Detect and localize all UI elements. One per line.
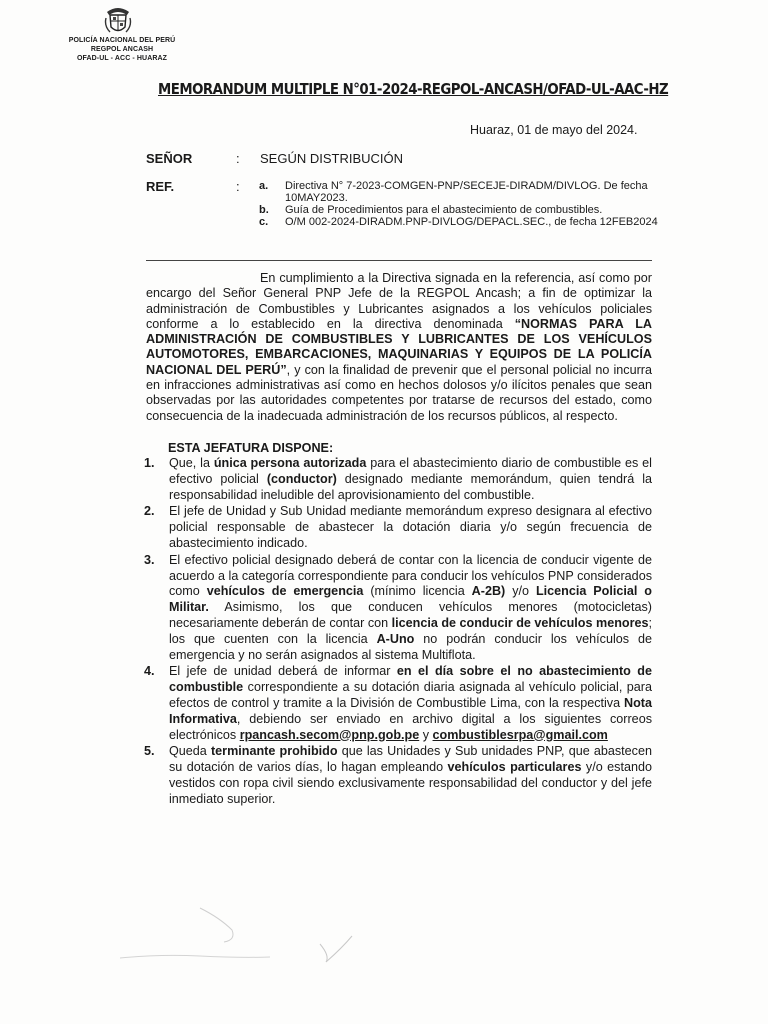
item-text: que las Unidades y Sub unidades PNP, que abastecen su dotación de varios días, lo hagan empleando: [169, 744, 652, 775]
reference-text: O/M 002-2024-DIRADM.PNP-DIVLOG/DEPACL.SEC., de fecha 12FEB2024: [285, 216, 658, 228]
item-bold: Licencia Policial o Militar.: [169, 584, 652, 615]
reference-letter: c.: [259, 216, 269, 228]
reference-text: Guía de Procedimientos para el abastecimiento de combustibles.: [285, 204, 603, 216]
organization-header: [52, 36, 192, 63]
item-bold: vehículos particulares: [447, 760, 582, 775]
item-text: El jefe de Unidad y Sub Unidad mediante memorándum expreso designara al efectivo policial responsable de abastecer la dotación diaria y/o según frecuencia de abastecimiento indicado.: [169, 504, 652, 550]
item-text: Queda: [169, 744, 211, 759]
dispone-heading: ESTA JEFATURA DISPONE:: [168, 441, 334, 455]
national-seal-icon: [104, 6, 132, 36]
org-region: REGPOL ANCASH: [90, 46, 154, 53]
item-bold: vehículos de emergencia: [206, 584, 364, 599]
item-bold: en el día sobre el no abastecimiento de combustible: [169, 664, 652, 695]
reference-text: Directiva N° 7-2023-COMGEN-PNP/SECEJE-DIRADM/DIVLOG. De fecha 10MAY2023.: [285, 180, 648, 204]
reference-label: REF.: [146, 179, 175, 194]
item-text: no podrán conducir los vehículos de emergencia y no serán asignados al sistema Multiflota.: [169, 631, 652, 662]
org-office: OFAD-UL - ACC - HUARAZ: [76, 55, 168, 62]
list-item: [142, 664, 652, 743]
reference-item: [256, 216, 676, 228]
item-number: 4.: [144, 664, 155, 679]
reference-letter: a.: [259, 180, 269, 192]
item-bold: A-Uno: [376, 631, 415, 646]
item-bold: terminante prohibido: [210, 744, 338, 759]
email-link-secom[interactable]: rpancash.secom@pnp.gob.pe: [239, 727, 420, 742]
item-text: Asimismo, los que conducen vehículos menores (motocicletas) necesariamente deberán de contar con: [169, 600, 652, 630]
item-text: para el abastecimiento diario de combustible es el efectivo policial: [169, 456, 652, 486]
item-text: y: [419, 727, 433, 742]
intro-text: En cumplimiento a la Directiva signada en la referencia, así como por encargo del Señor General PNP Jefe de la REGPOL Ancash; a fin de optimizar la administración de Combustibles y Lubricantes asignados a los vehículos policiales conforme a lo establecido en la directiva denominada: [146, 271, 652, 331]
intro-paragraph: [146, 271, 652, 424]
reference-item: [256, 180, 676, 204]
item-number: 5.: [144, 744, 155, 759]
memo-title: MEMORANDUM MULTIPLE N°01-2024-REGPOL-ANCASH/OFAD-UL-AAC-HZ: [158, 80, 669, 98]
item-number: 1.: [144, 456, 155, 470]
item-text: Que, la: [169, 456, 214, 470]
item-bold: licencia de conducir de vehículos menores: [391, 615, 649, 630]
item-number: 2.: [144, 504, 155, 519]
item-bold: Nota Informativa: [169, 695, 652, 726]
intro-text-continued: , y con la finalidad de prevenir que el personal policial no incurra en infracciones administrativas así como en hechos dolosos y/o ilícitos penales que sean observadas por las autoridades competentes por tratarse de recursos del estado, como consecuencia de la inadecuada administración de los recursos públicos, al respecto.: [146, 362, 653, 423]
divider: [146, 260, 652, 261]
item-text: El jefe de unidad deberá de informar: [169, 664, 397, 679]
reference-letter: b.: [259, 204, 269, 216]
directive-name: “NORMAS PARA LA ADMINISTRACIÓN DE COMBUSTIBLES Y LUBRICANTES DE LOS VEHÍCULOS AUTOMOTORES, EMBARCACIONES, MAQUINARIAS Y EQUIPOS DE LA POLICÍA NACIONAL DEL PERÚ”: [146, 316, 652, 377]
recipient-value: SEGÚN DISTRIBUCIÓN: [260, 151, 404, 166]
org-name: POLICÍA NACIONAL DEL PERÚ: [68, 37, 176, 44]
list-item: [142, 744, 652, 807]
item-text: designado mediante memorándum, quien tendrá la responsabilidad ineludible del aprovisionamiento del combustible.: [169, 471, 652, 502]
item-bold: A-2B): [471, 584, 506, 599]
reference-item: [256, 204, 676, 216]
item-text: El efectivo policial designado deberá de contar con la licencia de conducir vigente de acuerdo a la categoría correspondiente para conducir los vehículos PNP considerados como: [169, 552, 652, 599]
item-text: y/o: [505, 584, 536, 599]
item-text: correspondiente a su dotación diaria asignada al vehículo policial, para efectos de control y tramite a la División de Combustible Lima, con la respectiva: [169, 680, 652, 710]
email-link-combustibles[interactable]: combustiblesrpa@gmail.com: [432, 727, 608, 742]
item-bold: única persona autorizada: [213, 456, 367, 470]
item-text: (mínimo licencia: [363, 584, 472, 599]
list-item: [142, 504, 652, 551]
memo-date: Huaraz, 01 de mayo del 2024.: [470, 123, 638, 137]
list-item: [142, 456, 652, 503]
item-text: , debiendo ser enviado en archivo digital a los siguientes correos electrónicos: [169, 711, 652, 742]
reference-list: [256, 180, 676, 228]
reference-colon: :: [236, 179, 240, 194]
recipient-colon: :: [236, 151, 240, 166]
provisions-list: [142, 456, 652, 809]
list-item: [142, 553, 652, 664]
item-text: y/o estando vestidos con ropa civil siendo exclusivamente responsabilidad del conductor y del jefe inmediato superior.: [169, 760, 652, 806]
item-number: 3.: [144, 552, 155, 567]
faint-signature-marks: [120, 900, 440, 970]
item-bold: (conductor): [266, 471, 337, 486]
recipient-label: SEÑOR: [146, 151, 193, 166]
item-text: ; los que cuenten con la licencia: [169, 615, 653, 646]
